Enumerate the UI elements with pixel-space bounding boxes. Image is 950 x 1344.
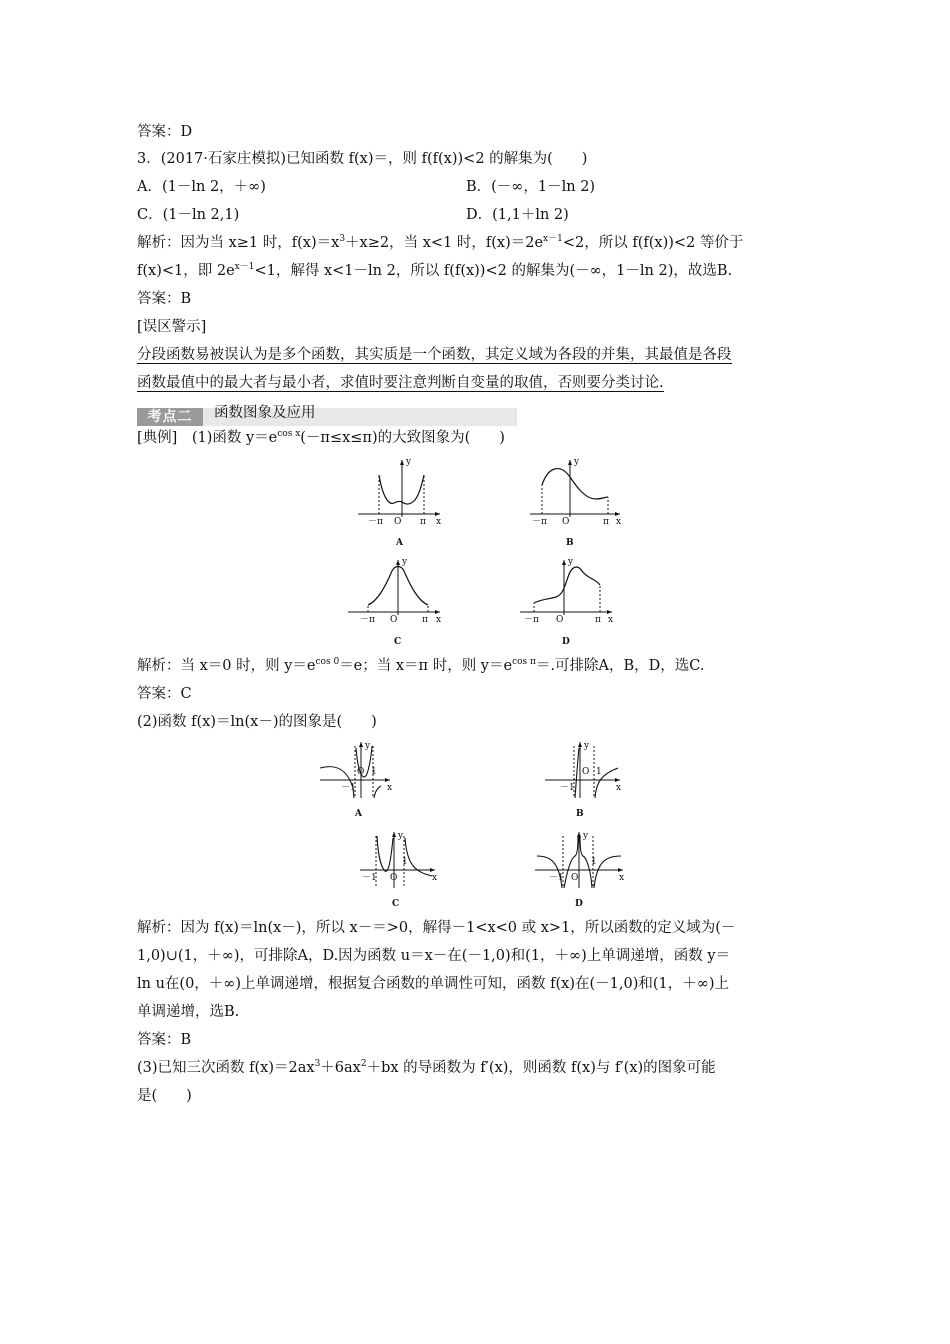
graph2-c-one: 1 bbox=[402, 857, 408, 867]
option-d: D．(1,1＋ln 2) bbox=[466, 207, 569, 223]
answer-3: 答案：B bbox=[137, 291, 192, 307]
graph-d-x: x bbox=[608, 615, 614, 625]
warning-title: [误区警示] bbox=[137, 319, 207, 335]
graph2-a-o: O bbox=[357, 767, 365, 777]
graph-b-pi: π bbox=[603, 517, 609, 527]
example-1-question: [典例] (1)函数 $y=e^{cos x}(-\pi\le x\le\pi)$的大致图象为( ) bbox=[137, 429, 505, 446]
solution-3-line-2: f(x)<1，即 $2e^{x-1}<1$，解得 x<1－ln 2，所以 f(f(x))<2 的解集为(－∞，1－ln 2)，故选B. bbox=[137, 262, 733, 279]
example-2-solution-1: 解析：因为 f(x)＝ln(x－)，所以 x－＝>0，解得－1<x<0 或 x>1，所以函数的定义域为(－ bbox=[137, 920, 736, 936]
answer-line: 答案：D bbox=[137, 124, 193, 140]
graph2-d-x: x bbox=[619, 873, 625, 883]
example-2-answer: 答案：B bbox=[137, 1032, 192, 1048]
graph2-a-one: 1 bbox=[371, 767, 377, 777]
graph2-d-neg1: －1 bbox=[549, 873, 564, 883]
example-2-solution-3: ln u在(0，＋∞)上单调递增，根据复合函数的单调性可知，函数 f(x)在(－1,0)和(1，＋∞)上 bbox=[137, 976, 729, 992]
graph2-a-label: A bbox=[355, 809, 362, 819]
graph-d-o: O bbox=[556, 615, 564, 625]
graph2-b-label: B bbox=[576, 809, 584, 819]
graph-b-neg-pi: －π bbox=[532, 517, 547, 527]
graph-b bbox=[530, 457, 621, 548]
graph2-a-neg1: －1 bbox=[341, 783, 356, 793]
graph-a-x: x bbox=[436, 517, 442, 527]
graph2-c-o: O bbox=[390, 873, 398, 883]
graph-a-pi: π bbox=[420, 517, 426, 527]
example-2-graphs bbox=[315, 738, 635, 909]
example-2-solution-2: 1,0)∪(1，＋∞)，可排除A，D.因为函数 u＝x－在(－1,0)和(1，＋∞)上单调递增，函数 y＝ bbox=[137, 948, 731, 964]
warning-text-2: 函数最值中的最大者与最小者，求值时要注意判断自变量的取值，否则要分类讨论. bbox=[137, 375, 664, 391]
example-3-question-1: (3)已知三次函数 $f(x)=2ax^3+6ax^2+bx$ 的导函数为 f′(x)，则函数 f(x)与 f′(x)的图象可能 bbox=[137, 1059, 716, 1076]
graph-c-label: C bbox=[394, 637, 402, 647]
graph2-c bbox=[360, 831, 437, 909]
graph2-a bbox=[320, 741, 392, 819]
graph-c-neg-pi: －π bbox=[360, 615, 375, 625]
option-a: A．(1－ln 2，＋∞) bbox=[137, 179, 266, 195]
graph-a-o: O bbox=[394, 517, 402, 527]
option-b: B．(－∞，1－ln 2) bbox=[466, 179, 596, 195]
graph2-c-neg1: －1 bbox=[362, 873, 377, 883]
question-3: 3．(2017·石家庄模拟)已知函数 f(x)＝，则 f(f(x))<2 的解集为( ) bbox=[137, 151, 588, 167]
graph2-c-x: x bbox=[432, 873, 438, 883]
section-label: 考点二 bbox=[137, 408, 203, 426]
option-c: C．(1－ln 2,1) bbox=[137, 207, 240, 223]
warning-text-1: 分段函数易被误认为是多个函数，其实质是一个函数，其定义域为各段的并集，其最值是各段 bbox=[137, 347, 732, 363]
graph2-d-o: O bbox=[571, 873, 579, 883]
graph2-c-label: C bbox=[392, 899, 400, 909]
graph-c-o: O bbox=[390, 615, 398, 625]
graph-a-neg-pi: －π bbox=[368, 517, 383, 527]
graph-d bbox=[520, 557, 613, 647]
graph2-b-x: x bbox=[616, 783, 622, 793]
graph-a bbox=[358, 457, 441, 548]
graph2-a-x: x bbox=[387, 783, 393, 793]
graph2-a-y: y bbox=[365, 741, 371, 751]
graph2-c-y: y bbox=[398, 831, 404, 841]
example-1-solution: 解析：当 x＝0 时，则 $y=e^{cos 0}=e$；当 x＝π 时，则 $y=e^{cos \pi}=$.可排除A，B，D，选C. bbox=[137, 657, 705, 674]
graph-d-neg-pi: －π bbox=[524, 615, 539, 625]
graph-b-label: B bbox=[566, 538, 574, 548]
graph-a-y: y bbox=[406, 457, 412, 467]
example-2-question: (2)函数 f(x)＝ln(x－)的图象是( ) bbox=[137, 714, 377, 730]
graph-b-y: y bbox=[574, 457, 580, 467]
graph2-b-one: 1 bbox=[596, 767, 602, 777]
graph-a-label: A bbox=[396, 538, 403, 548]
graph2-d bbox=[535, 831, 624, 909]
graph2-b-o: O bbox=[582, 767, 590, 777]
graph2-d-label: D bbox=[575, 899, 583, 909]
graph-c-pi: π bbox=[422, 615, 428, 625]
graph-c bbox=[348, 557, 441, 647]
graph-c-y: y bbox=[402, 557, 408, 567]
graph2-b bbox=[545, 741, 621, 819]
graph-b-x: x bbox=[616, 517, 622, 527]
graph2-b-neg1: －1 bbox=[560, 783, 575, 793]
graph-d-pi: π bbox=[595, 615, 601, 625]
example-2-solution-4: 单调递增，选B. bbox=[137, 1004, 240, 1020]
graph2-d-one: 1 bbox=[591, 857, 597, 867]
graph2-b-y: y bbox=[584, 741, 590, 751]
graph-c-x: x bbox=[436, 615, 442, 625]
graph2-d-y: y bbox=[583, 831, 589, 841]
example-3-question-2: 是( ) bbox=[137, 1088, 192, 1104]
solution-3-line-1: 解析：因为当 x≥1 时，$f(x)=x^3+x\ge 2$，当 x<1 时，$f(x)=2e^{x-1}<2$，所以 f(f(x))<2 等价于 bbox=[137, 234, 744, 251]
section-title: 函数图象及应用 bbox=[214, 405, 316, 421]
example-1-answer: 答案：C bbox=[137, 686, 192, 702]
graph-d-label: D bbox=[562, 637, 570, 647]
graph-b-o: O bbox=[562, 517, 570, 527]
example-1-graphs bbox=[340, 455, 640, 650]
graph-d-y: y bbox=[568, 557, 574, 567]
